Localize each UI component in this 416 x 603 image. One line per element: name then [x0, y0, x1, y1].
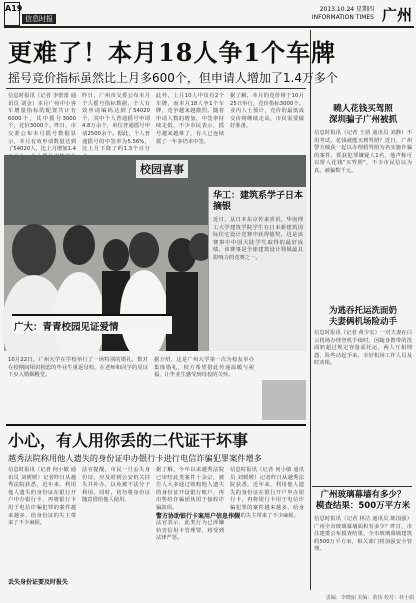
- right-story-1-text: 信息时报讯（记者 王倩 通讯员 刘静）不用考试，花钱就能买到驾照？近日，广州警方破获一起以办理假驾照为名实施诈骗的案件，抓获犯罪嫌疑人1名，他声称可以帮人花钱"买驾照"，不少市民信以为真，被骗数千元。: [314, 130, 412, 174]
- lead-col-2: 昨日，广州市交委公布本月个人摇号指标数据，个人有效申请编码达到了54020个，其中个人普通摇号申请4.8万余个，单位普通摇号申请2500余个。据此，个人普通摇号的中签率为5.56%，比上月下降了约1.3个百分: [82, 93, 150, 153]
- right-story-2-title: 为逃吞托运洗面奶 夫妻俩机场险动手: [328, 306, 397, 327]
- second-subhead: 越秀法院称用他人遗失的身份证申办银行卡进行电信诈骗犯罪案件增多: [8, 453, 262, 463]
- photo-caption-text: 广大：青青校园见证爱情: [14, 322, 119, 333]
- divider: [6, 88, 306, 89]
- second-col-4: 法官表示，此类行为已涉嫌妨害信用卡管理罪，将受到法律严惩。: [156, 520, 224, 542]
- divider: [312, 486, 412, 487]
- side-story-title: 华工：建筑系学子日本摘银: [213, 191, 304, 212]
- lead-subhead: 摇号竞价指标虽然比上月多600个，但申请人增加了1.4万多个: [8, 71, 338, 85]
- city-label: 广州: [381, 6, 412, 24]
- side-story-box: [208, 187, 307, 351]
- right-story-2-text: 信息时报讯（记者 黄少宏）一对夫妻在白云机场办理登机手续时，因随身携带的洗面奶超过规定容量需托运，两人互相埋怨，险些动起手来，幸好机场工作人员及时劝阻。: [314, 330, 412, 367]
- right-story-3-text: 信息时报讯（记者 林洁 通讯员 陈国强）广州全市玻璃幕墙面积有多少？昨日，市住建委公布摸查结果，全市玻璃幕墙建筑约500万平方米，相关部门将加强安全管理。: [314, 516, 412, 553]
- second-col-5: 信息时报讯（记者 何小敏 通讯员 刘媛媛）记者昨日从越秀法院获悉，近年来，利用他人遗失的身份证在银行开户申办银行卡，再将银行卡用于电信诈骗犯罪的案件越来越多，给身份证的失主带来了不少麻烦。: [230, 467, 304, 519]
- date-block: [312, 6, 374, 22]
- second-inline-subhead: 警方协助银行卡案用户信息作假: [156, 513, 241, 520]
- second-inline-subhead-2: 丢失身份证要及时报失: [8, 579, 69, 586]
- lead-headline: 更难了！本月18人争1个车牌: [8, 38, 337, 67]
- divider: [6, 424, 306, 426]
- right-story-1-title: 曉人花钱买驾照 深圳骗子广州被抓: [328, 104, 397, 125]
- section-label: 信息时报: [22, 14, 56, 24]
- second-col-2: 法官提醒，市民一旦丢失身份证，应及时到公安机关挂失并补办，以免被不法分子利用。同时，切勿将身份证随意借给他人使用。: [82, 467, 150, 504]
- right-story-3-title: 广州玻璃幕墙有多少？ 模查结果：500万平方米: [315, 490, 411, 511]
- page-footer: 责编：李晓丽 美编：黄伟 校对：林小娟: [325, 595, 414, 601]
- column-divider: [310, 30, 311, 590]
- second-headline: 小心，有人用你丢的二代证干坏事: [8, 431, 249, 450]
- lead-col-3: 此外，上月10人中仅有2个车牌，而本月18人争1个车牌，竞争越来越激烈。随着申请人数的增加，中签率持续走低，不少市民表示，摇号越来越难了，有人已连续摇了一年多仍未中签。: [156, 93, 224, 145]
- paper-name: INFORMATION TIMES: [311, 14, 374, 21]
- inset-photo: [262, 380, 306, 420]
- page-header: [4, 2, 414, 28]
- date-line: 2013.10.24 星期四: [319, 6, 374, 13]
- lead-col-4: 据了解，本月的竞价将于10月25日举行，竞价指标3000个。业内人士预计，竞价的最低成交价将继续走高，市民需要做好准备。: [230, 93, 304, 130]
- side-story-text: 近日，从日本东京传来喜讯，华南理工大学建筑学院学生在日本新建筑国际住宅设计竞赛中获得银奖，这是该赛事中中国大陆学生取得的最好成绩。该赛事是全球建筑设计领域最具影响力的竞赛之一。: [213, 217, 303, 261]
- page-number: A19: [4, 2, 20, 26]
- campus-body-right: 据介绍，这是广州大学第一次为校友举办集体婚礼，校方希望借此传递温暖与祝福，让毕业生感受到母校的关怀。: [154, 357, 254, 379]
- second-col-1: 信息时报讯（记者 何小敏 通讯员 刘媛媛）记者昨日从越秀法院获悉，近年来，利用他人遗失的身份证在银行开户申办银行卡，再将银行卡用于电信诈骗犯罪的案件越来越多，给身份证的失主带来了不少麻烦。: [8, 467, 76, 527]
- lead-col-1: 信息时报讯（记者 李蕾蕾 通讯员 刘金）本月广州中小客车增量指标的配置共计有6000个，其中摇号3000个，竞价3000个。昨日，市交委公布本月摇号数据显示，本月有效申请数量达到了54020人，比上月增加1.4: [8, 93, 76, 153]
- second-col-3: 据了解，今年以来越秀法院已审结此类案件十余宗，被告人大多通过收购他人遗失的身份证开设银行账户，再出售给诈骗团伙用于接收诈骗款项。: [156, 467, 224, 511]
- campus-body-left: 10月22日，广州大学在学校举行了一场特别的婚礼，数对在校期间相识相恋的毕业生重返母校，在老师和同学的见证下步入婚姻殿堂。: [8, 357, 148, 379]
- campus-banner: 校园喜事: [136, 160, 188, 178]
- photo-caption: [12, 314, 172, 334]
